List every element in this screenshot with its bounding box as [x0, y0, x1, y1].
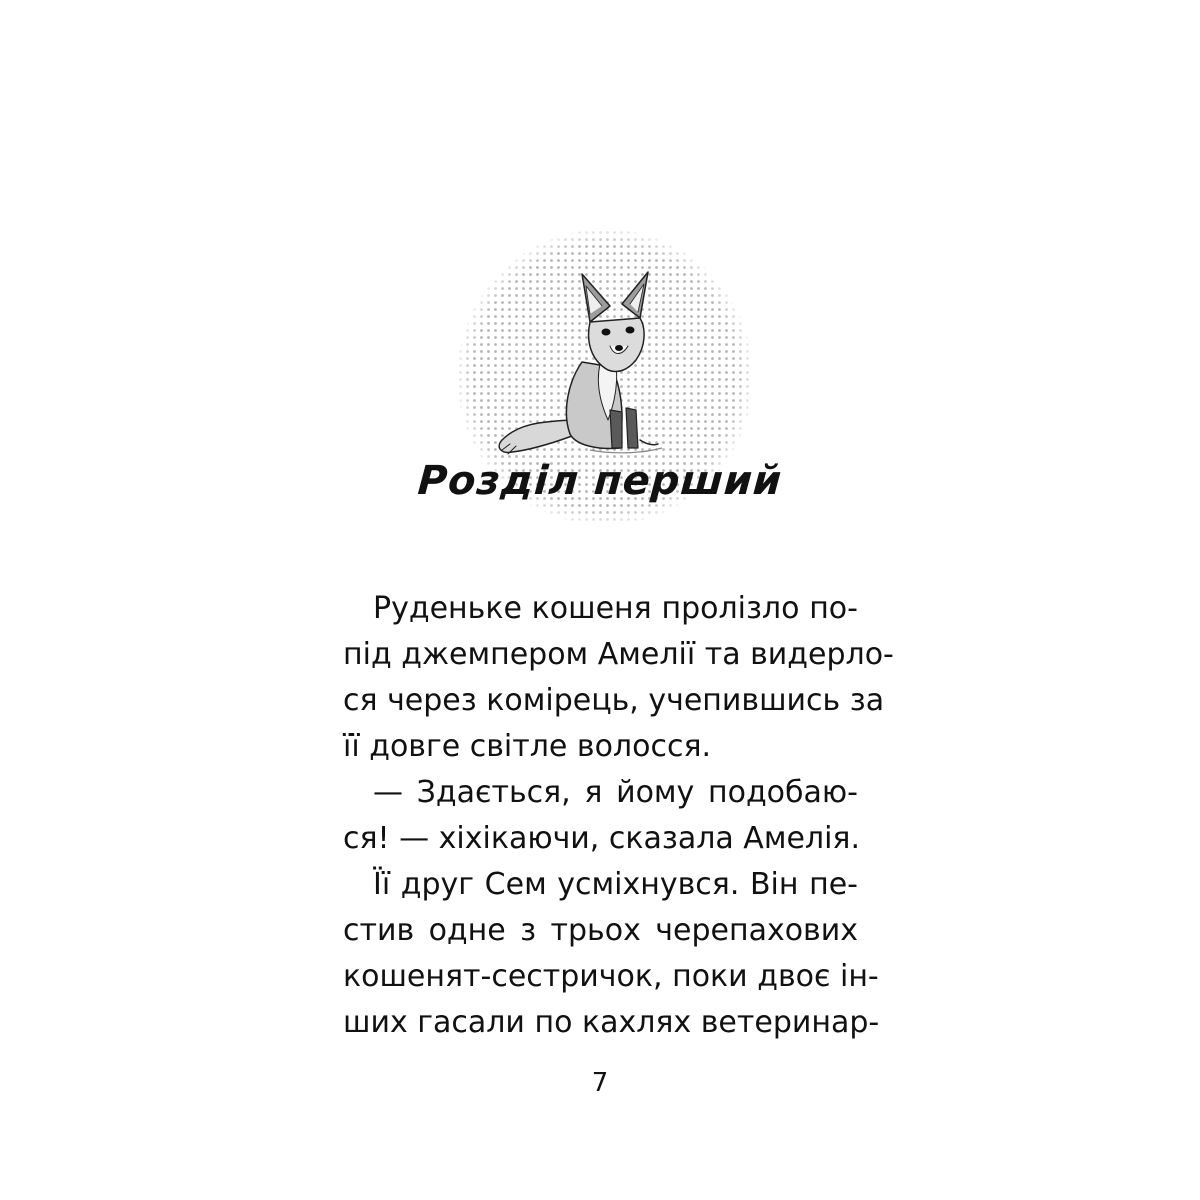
text-line: ся! — хіхікаючи, сказала Амелія.	[343, 821, 861, 856]
text-line: — Здається, я йому подобаю-	[373, 775, 858, 810]
text-line: кошенят-сестричок, поки двоє ін-	[343, 959, 879, 994]
text-line: стив одне з трьох черепахових	[343, 913, 858, 948]
text-line: під джемпером Амелії та видерло-	[343, 637, 894, 672]
chapter-title: Розділ перший	[416, 458, 784, 504]
text-line: Руденьке кошеня пролізло по-	[373, 591, 858, 626]
text-line: її довге світле волосся.	[343, 729, 712, 764]
page-number: 7	[591, 1068, 609, 1098]
text-line: ших гасали по кахлях ветеринар-	[343, 1005, 880, 1040]
text-line: ся через комірець, учепившись за	[343, 683, 885, 718]
text-line: Її друг Сем усміхнувся. Він пе-	[373, 867, 858, 902]
body-text	[343, 586, 894, 1046]
